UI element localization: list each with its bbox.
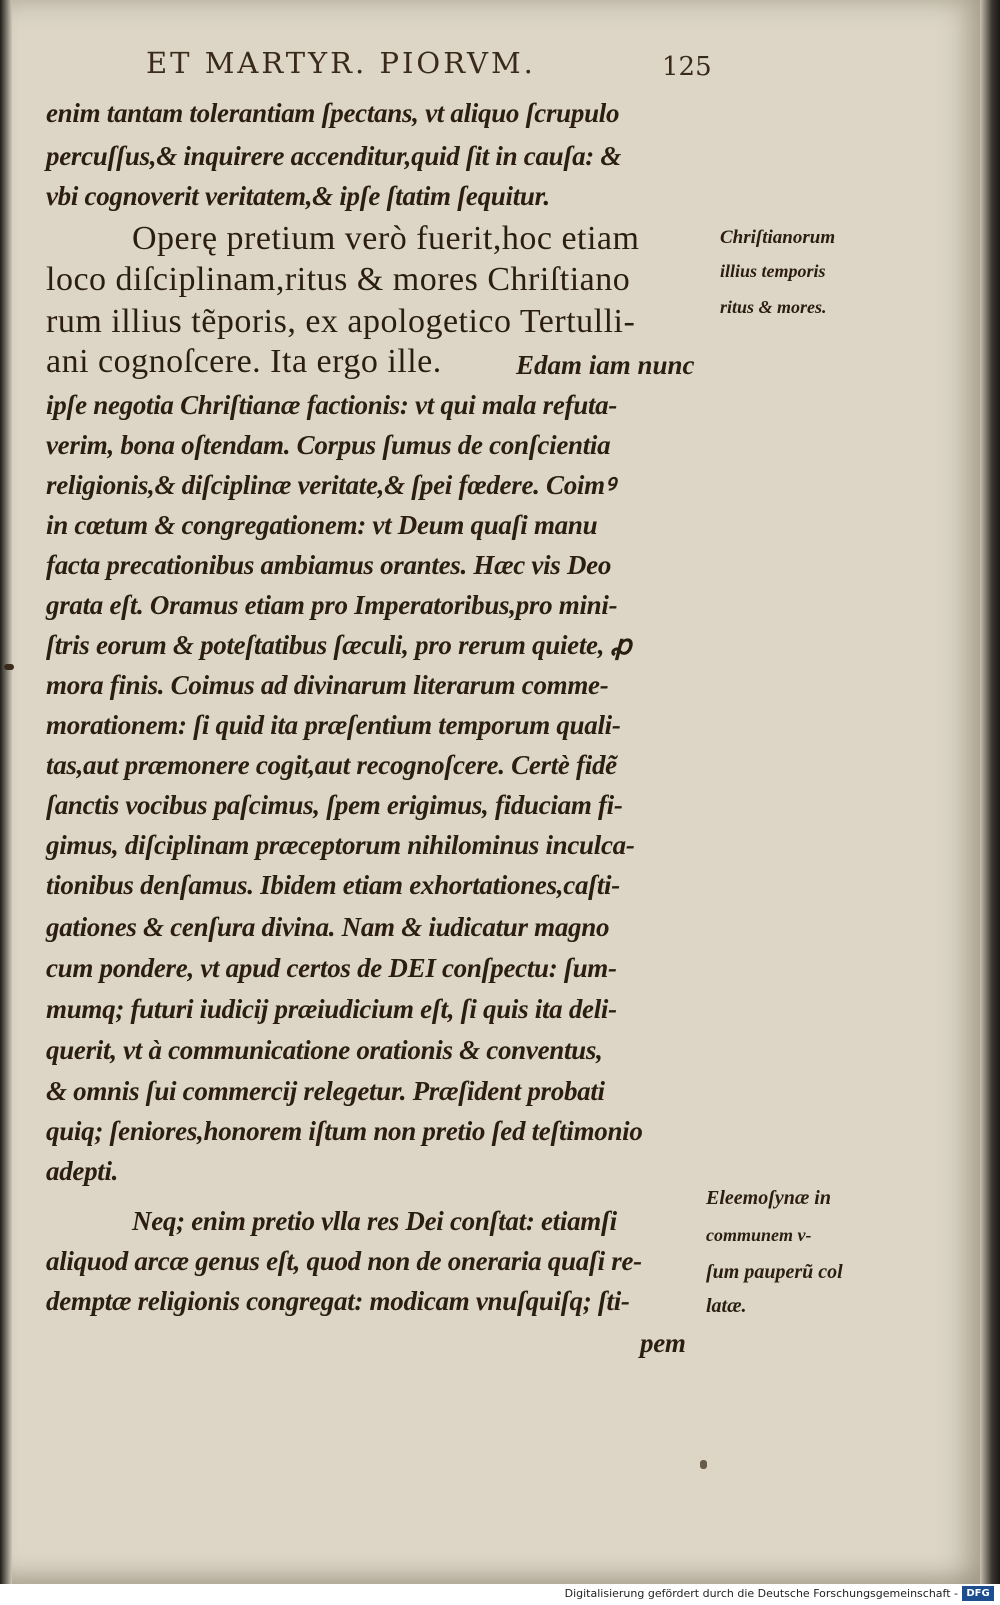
body-line: Edam iam nunc bbox=[516, 350, 695, 380]
running-head: ET MARTYR. PIORVM. bbox=[146, 46, 536, 80]
margin-note: ſum pauperũ col bbox=[706, 1261, 843, 1283]
body-line: Operę pretium verò fuerit,hoc etiam bbox=[132, 220, 640, 257]
margin-note: ritus & mores. bbox=[720, 297, 827, 317]
ink-smudge bbox=[700, 1460, 707, 1469]
body-line: aliquod arcæ genus eſt, quod non de oneraria quaſi re- bbox=[46, 1246, 642, 1276]
body-line: religionis,& diſciplinæ veritate,& ſpei fœdere. Coimꝰ bbox=[46, 470, 615, 500]
page-number: 125 bbox=[662, 52, 712, 82]
body-line: ipſe negotia Chriſtianæ factionis: vt qui mala refuta- bbox=[46, 390, 618, 420]
body-line: verim, bona oſtendam. Corpus ſumus de conſcientia bbox=[46, 430, 611, 460]
catchword: pem bbox=[640, 1328, 686, 1358]
digitization-footer bbox=[0, 1584, 1000, 1605]
body-line: ſanctis vocibus paſcimus, ſpem erigimus, fiduciam fi- bbox=[46, 790, 623, 820]
margin-note: Eleemoſynæ in bbox=[706, 1187, 831, 1209]
footer-credit: Digitalisierung gefördert durch die Deutsche Forschungsgemeinschaft - bbox=[564, 1587, 958, 1600]
body-line: facta precationibus ambiamus orantes. Hæc vis Deo bbox=[46, 550, 612, 580]
body-line: grata eſt. Oramus etiam pro Imperatoribus,pro mini- bbox=[46, 590, 618, 620]
body-line: enim tantam tolerantiam ſpectans, vt aliquo ſcrupulo bbox=[46, 98, 620, 128]
body-line: & omnis ſui commercij relegetur. Præſident probati bbox=[46, 1076, 605, 1106]
body-line: loco diſciplinam,ritus & mores Chriſtiano bbox=[46, 261, 631, 298]
body-line: ſtris eorum & poteſtatibus ſæculi, pro rerum quiete, ꝓ bbox=[46, 630, 632, 660]
body-line: cum pondere, vt apud certos de DEI conſpectu: ſum- bbox=[46, 953, 617, 983]
ink-smudge bbox=[4, 664, 14, 670]
body-line: morationem: ſi quid ita præſentium temporum quali- bbox=[46, 710, 621, 740]
body-line: demptæ religionis congregat: modicam vnuſquiſq; ſti- bbox=[46, 1286, 630, 1316]
body-line: percuſſus,& inquirere accenditur,quid ſit in cauſa: & bbox=[46, 141, 622, 171]
body-line: in cœtum & congregationem: vt Deum quaſi manu bbox=[46, 510, 598, 540]
body-line: vbi cognoverit veritatem,& ipſe ſtatim ſequitur. bbox=[46, 181, 550, 211]
body-line: gimus, diſciplinam præceptorum nihilominus inculca- bbox=[46, 830, 635, 860]
body-line: mora finis. Coimus ad divinarum literarum comme- bbox=[46, 670, 609, 700]
margin-note: communem v- bbox=[706, 1225, 812, 1245]
body-line: quiq; ſeniores,honorem iſtum non pretio ſed teſtimonio bbox=[46, 1116, 643, 1146]
body-line: querit, vt à communicatione orationis & conventus, bbox=[46, 1035, 603, 1065]
body-line: rum illius tẽporis, ex apologetico Tertulli- bbox=[46, 303, 636, 340]
body-line: mumq; futuri iudicij præiudicium eſt, ſi quis ita deli- bbox=[46, 994, 617, 1024]
margin-note: Chriſtianorum bbox=[720, 227, 836, 248]
margin-note: latæ. bbox=[706, 1295, 747, 1317]
body-line: adepti. bbox=[46, 1156, 119, 1186]
page-edge-shadow bbox=[980, 0, 1000, 1584]
body-line: tionibus denſamus. Ibidem etiam exhortationes,caſti- bbox=[46, 870, 620, 900]
body-line: gationes & cenſura divina. Nam & iudicatur magno bbox=[46, 912, 610, 942]
page-gutter-shadow bbox=[0, 0, 12, 1584]
body-line: ani cognoſcere. Ita ergo ille. bbox=[46, 343, 442, 380]
dfg-logo: DFG bbox=[962, 1586, 994, 1601]
body-line: Neq; enim pretio vlla res Dei conſtat: etiamſi bbox=[132, 1206, 617, 1236]
body-line: tas,aut præmonere cogit,aut recognoſcere. Certè fidẽ bbox=[46, 750, 617, 780]
margin-note: illius temporis bbox=[720, 261, 826, 281]
